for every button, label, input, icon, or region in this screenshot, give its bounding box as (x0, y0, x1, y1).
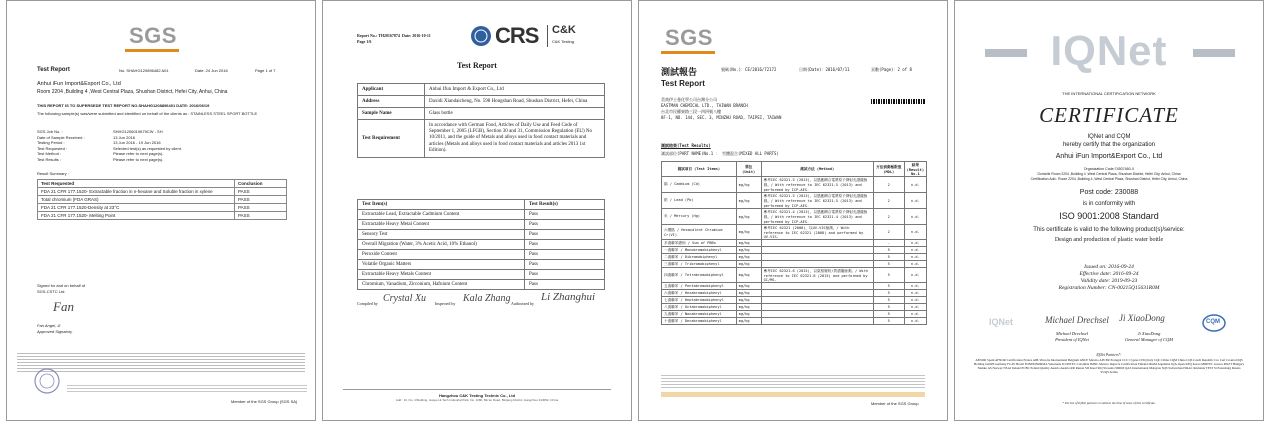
cqm-logo-text: CQM (1206, 319, 1220, 325)
table-row (662, 254, 927, 261)
footer-company: Hangzhou C&K Testing Technic Co., Ltd (438, 393, 516, 398)
cell-unit: mg/kg (736, 290, 761, 297)
header-item: 測試項目 (Test Items) (662, 162, 737, 177)
signatory-title: Approved Signatory (37, 329, 73, 334)
table-row (662, 304, 927, 311)
cell-unit: mg/kg (736, 318, 761, 325)
report-number: 號碼(No.)：CE/2016/72172 (721, 67, 777, 72)
table-row (662, 261, 927, 268)
barcode-icon (871, 99, 925, 104)
report-fields (37, 129, 297, 162)
field-value: 13 Jun 2016 (113, 134, 136, 140)
cell-result: n.d. (904, 247, 926, 254)
field-value: Please refer to next page(s). (113, 156, 164, 162)
field-label: Test Requested : (37, 145, 68, 151)
iqnet-logo: IQNet (1050, 27, 1168, 74)
product-scope: Design and production of plastic water bottle (1054, 237, 1164, 243)
cell-result: Pass (525, 240, 605, 250)
cell-mdl: 5 (873, 318, 904, 325)
field-label: SGS Job No. : (37, 129, 63, 134)
cell-mdl: 2 (873, 209, 904, 225)
result-summary-label: Result Summary : (37, 171, 69, 176)
cell-item: Peroxide Content (358, 250, 525, 260)
cell-result: PASS (235, 212, 287, 220)
cell-result: n.d. (904, 297, 926, 304)
certify-line-1: IQNet and CQM (1087, 134, 1131, 140)
partners-title: IQNet Partners*: (1096, 353, 1122, 357)
cell-item: 多溴聯苯總和 / Sum of PBBs (662, 240, 737, 247)
info-row (358, 96, 605, 108)
cell-unit: mg/kg (736, 177, 761, 193)
header-result: Test Result(s) (525, 200, 605, 210)
footer-address-lines (67, 383, 307, 393)
cell-method (761, 254, 873, 261)
cell-item: 七溴聯苯 / Heptabromobiphenyl (662, 297, 737, 304)
table-row (358, 230, 605, 240)
cell-item: Chromium, Vanadium, Zirconium, Hafnium Content (358, 280, 525, 290)
info-value: Daxidi Xiandaicheng, No. 598 Hongshan Road, Shushan District, Hefei, China (425, 96, 605, 108)
results-label: 測試結果(Test Results) (661, 143, 711, 148)
field-value: Selected test(s) as requested by client. (113, 145, 182, 151)
results-table (661, 161, 927, 325)
sgs-test-report-page (6, 0, 316, 421)
certify-line-2: hereby certify that the organization (1062, 142, 1156, 148)
cell-item: 四溴聯苯 / Tetrabromobiphenyl (662, 268, 737, 283)
validity-scope: This certificate is valid to the following product(s)/service: (1033, 227, 1185, 233)
sgs-logo-bar (125, 49, 179, 52)
sample-intro: The following sample(s) was/were submitted and identified on behalf of the clients as : STAINLESS STEEL SPORT BOTTLE (37, 111, 258, 116)
table-header-row (38, 180, 287, 188)
company: EASTMAN CHEMICAL LTD., TAIWAN BRANCH (661, 103, 748, 108)
manager-signature: Ji XiaoDong (1119, 313, 1165, 323)
compiled-by-label: Compiled by (357, 301, 378, 306)
cell-item: Volatile Organic Matters (358, 260, 525, 270)
cell-item: 六價鉻 / Hexavalent Chromium Cr(VI) (662, 225, 737, 240)
table-row (358, 210, 605, 220)
cell-unit: mg/kg (736, 225, 761, 240)
table-row (662, 297, 927, 304)
iqnet-certificate-page (954, 0, 1264, 421)
cell-item: 汞 / Mercury (Hg) (662, 209, 737, 225)
report-date: Date: 2016-10-11 (401, 33, 431, 38)
sgs-logo: SGS (665, 25, 713, 50)
president-title: President of IQNet (1055, 337, 1089, 342)
iqnet-small-logo: IQNet (989, 317, 1014, 327)
summary-table (37, 179, 287, 220)
cell-item: 二溴聯苯 / Dibromobiphenyl (662, 254, 737, 261)
results-table (357, 199, 605, 290)
table-row (358, 220, 605, 230)
cell-result: n.d. (904, 304, 926, 311)
cell-result: PASS (235, 204, 287, 212)
cell-unit: mg/kg (736, 247, 761, 254)
cell-result: Pass (525, 250, 605, 260)
partners-list: AENOR Spain AFNOR Certification France AIB-Vinçotte International Belgium ANCE Mexico APCER Portugal CCC Cyprus CISQ Italy CQC China CQM China CQS Czech Republic Cro Cert Croatia DQS Holding GmbH Germany FCAV Brazil FONDONORMA Venezuela ICONTEC Colombia IMNC Mexico Inspecta Certification Finland IRAM Argentina JQA Japan KFQ Korea MIRTEC Greece MSZT Hungary Nemko AS Norway NSAI Ireland PCBC Poland Quality Austria Austria RR Russia SII Israel SIQ Slovenia SIRIM QAS International Malaysia SQS Switzerland SRAC Romania TEST St Petersburg Russia YUQS Serbia (973, 358, 1245, 374)
report-title: Test Report (37, 67, 70, 73)
cell-method (761, 247, 873, 254)
signed-label: Signed for and on behalf of (37, 283, 86, 288)
cell-unit: mg/kg (736, 283, 761, 290)
footer-address-band (661, 392, 925, 397)
table-row (662, 311, 927, 318)
cell-method: 參考IEC 62321-6 (2015)，以氣相層析/質譜儀檢測。/ With reference to IEC 62321-6 (2015) and performed by GC/MS. (761, 268, 873, 283)
cell-mdl: 5 (873, 290, 904, 297)
cell-test: FDA 21 CFR 177.1520- Extractable fraction in n-hexane and Soluble fraction in xylene (38, 188, 235, 196)
organization-code: Organization Code:74507460-X (1083, 167, 1135, 171)
cell-result: n.d. (904, 254, 926, 261)
report-no-text: Report No.: TH20167874 (357, 33, 400, 38)
cell-item: Extractable Lead, Extractable Cadmium Content (358, 210, 525, 220)
president-signature: Michael Drechsel (1045, 315, 1109, 325)
table-row (358, 270, 605, 280)
cell-result: n.d. (904, 268, 926, 283)
compiled-signature: Crystal Xu (383, 293, 427, 304)
report-number: No. SHAHG120896482 A01 (119, 68, 169, 73)
field-value: Please refer to next page(s). (113, 151, 164, 156)
info-value: In accordance with German Food, Articles of Daily Use and Feed Code of September 1, 2005 (LFGB), Section 30 and 31, Commission Regulation (EU) No 10/2011, and the guide of Metals and alloys used in food contact materials and articles (Metals and alloys used in food contact materials and articles 2013 1st Edition). (425, 120, 605, 158)
table-row (662, 268, 927, 283)
crs-emblem-icon (470, 25, 492, 47)
cell-test: Total chromium (FDA GRAS) (38, 196, 235, 204)
field-label: Date of Sample Received : (37, 134, 85, 140)
inspected-by-label: Inspected by (435, 301, 456, 306)
field-value: 13 Jun 2016 - 19 Jun 2016 (113, 140, 161, 145)
cell-unit: mg/kg (736, 311, 761, 318)
cell-item: 鉛 / Lead (Pb) (662, 193, 737, 209)
cell-item: Sensory Test (358, 230, 525, 240)
footer-divider (343, 389, 611, 390)
sgs-taiwan-test-report-page (638, 0, 948, 421)
legal-fine-print (661, 373, 925, 389)
cell-result: n.d. (904, 240, 926, 247)
cell-mdl: 5 (873, 304, 904, 311)
organization-name: Anhui iFun Import&Export Co., Ltd (1055, 153, 1163, 160)
table-row (358, 250, 605, 260)
cell-method (761, 311, 873, 318)
cell-test: FDA 21 CFR 177.1520-Density at 23°C (38, 204, 235, 212)
table-row (662, 283, 927, 290)
manager-name: Ji XiaoDong (1137, 331, 1161, 336)
table-row (662, 193, 927, 209)
cell-result: Pass (525, 210, 605, 220)
cell-item: Extractable Heavy Metals Content (358, 270, 525, 280)
cell-mdl: 2 (873, 193, 904, 209)
logo-divider (547, 25, 548, 47)
cell-mdl: - (873, 240, 904, 247)
cell-item: 鎘 / Cadmium (Cd) (662, 177, 737, 193)
cell-method: 參考IEC 62321-5 (2013)，以感應耦合電漿原子發射光譜儀檢測。/ With reference to IEC 62321-5 (2013) and performed by ICP-AES. (761, 177, 873, 193)
table-row (38, 204, 287, 212)
field-label: Test Method : (37, 151, 62, 156)
table-row (662, 318, 927, 325)
cell-result: n.d. (904, 177, 926, 193)
client-address: Room 2204 ,Building 4 ,West Central Plaza, Shushan District, Hefei City, Anhui, China (37, 89, 228, 95)
cell-mdl: 5 (873, 297, 904, 304)
info-value: Anhui Ifun Import & Export Co., Ltd (425, 84, 605, 96)
seal-stamp-icon (33, 367, 61, 395)
inspected-signature: Kala Zhang (463, 293, 511, 304)
table-header-row (662, 162, 927, 177)
info-row (358, 108, 605, 120)
footer-member: Member of the SGS Group (SGS SA) (231, 399, 298, 404)
table-row (662, 247, 927, 254)
cell-item: 八溴聯苯 / Octabromobiphenyl (662, 304, 737, 311)
cell-item: 九溴聯苯 / Nonabromobiphenyl (662, 311, 737, 318)
cell-unit: mg/kg (736, 268, 761, 283)
info-row (358, 120, 605, 158)
registration-number: Registration Number: CN-00215Q15631R0M (1058, 285, 1160, 291)
header-result: 結果 (Result) No.1 (904, 162, 926, 177)
cell-result: n.d. (904, 209, 926, 225)
manager-title: General Manager of CQM (1124, 337, 1174, 342)
supersede-note: THIS REPORT IS TO SUPERSEDE TEST REPORT NO.SHAHG1208896401 DATE: 2016/06/19 (37, 103, 210, 108)
header-method: 測試方法 (Method) (761, 162, 873, 177)
cell-mdl: 2 (873, 225, 904, 240)
cell-method: 參考IEC 62321-4 (2013)，以感應耦合電漿原子發射光譜儀檢測。/ With reference to IEC 62321-4 (2013) and performed by ICP-AES. (761, 209, 873, 225)
table-row (38, 212, 287, 220)
cell-result: n.d. (904, 261, 926, 268)
part-label: 測試部位(PART NAME)No.1 ： 雪體混合(MIXED ALL PARTS) (661, 151, 779, 156)
crs-logo: CRS (495, 23, 539, 48)
cell-unit: mg/kg (736, 304, 761, 311)
cell-mdl: 5 (873, 311, 904, 318)
cell-method (761, 290, 873, 297)
cell-unit: mg/kg (736, 297, 761, 304)
report-page: 頁數(Page)：2 of 8 (871, 67, 912, 72)
ck-logo-subtitle: C&K Testing (552, 39, 574, 44)
signature: Fan (53, 299, 74, 314)
table-row (358, 280, 605, 290)
address-cn: 台北市民權東路三段一四四號八樓 (661, 109, 721, 114)
network-tagline: THE INTERNATIONAL CERTIFICATION NETWORK (1062, 91, 1156, 96)
cell-method: 參考IEC 62321 (2008)，以UV-VIS檢測。/ With reference to IEC 62321 (2008) and performed by UV-VIS. (761, 225, 873, 240)
cell-mdl: 5 (873, 261, 904, 268)
domicile-address: Domicile Room 2204 ,Building 4 ,West Central Plaza, Shushan District, Hefei City, Anhui, China (1037, 172, 1181, 176)
cell-mdl: 5 (873, 254, 904, 261)
applicant-table (357, 83, 605, 158)
info-label: Test Requirement (358, 120, 425, 158)
cell-result: Pass (525, 260, 605, 270)
field-value: SHHG1206019675CW - SH (113, 129, 163, 134)
sgs-logo: SGS (129, 23, 177, 48)
table-row (662, 209, 927, 225)
partners-note: * The list of IQNet partners is valid at the time of issue of this certificate. (1062, 401, 1156, 405)
cell-mdl: 5 (873, 283, 904, 290)
cell-result: n.d. (904, 318, 926, 325)
company-cn: 美商伊士曼化學公司台灣分公司 (661, 97, 717, 102)
cell-method (761, 304, 873, 311)
table-row (38, 196, 287, 204)
cell-method (761, 261, 873, 268)
info-value: Glass bottle (425, 108, 605, 120)
report-title-cn: 測試報告 (661, 67, 698, 77)
info-label: Sample Name (358, 108, 425, 120)
president-name: Michael Drechsel (1056, 331, 1088, 336)
header-mdl: 方法偵測極限值 (MDL) (873, 162, 904, 177)
header-item: Test Item(s) (358, 200, 525, 210)
signatory-name: Fan Angel, JI (37, 323, 61, 328)
cell-test: FDA 21 CFR 177.1520- Melting Point (38, 212, 235, 220)
cell-unit: mg/kg (736, 209, 761, 225)
signed-org: SGS-CSTC Ltd. (37, 289, 66, 294)
cell-item: 三溴聯苯 / Tribromobiphenyl (662, 261, 737, 268)
validity-date: Validity date: 2019-09-23 (1080, 278, 1138, 284)
cell-mdl: 5 (873, 268, 904, 283)
cell-result: n.d. (904, 193, 926, 209)
cell-method (761, 283, 873, 290)
info-row (358, 84, 605, 96)
report-title: Test Report (661, 79, 705, 88)
ck-logo: C&K (552, 24, 576, 36)
header-unit: 單位 (Unit) (736, 162, 761, 177)
sgs-logo-bar (661, 51, 715, 54)
cell-method: 參考IEC 62321-5 (2013)，以感應耦合電漿原子發射光譜儀檢測。/ With reference to IEC 62321-5 (2013) and performed by ICP-AES. (761, 193, 873, 209)
ck-test-report-page (322, 0, 632, 421)
cell-result: n.d. (904, 311, 926, 318)
table-row (662, 240, 927, 247)
report-number (357, 33, 431, 39)
cell-result: PASS (235, 196, 287, 204)
cell-unit: mg/kg (736, 193, 761, 209)
post-code: Post code: 230088 (1079, 189, 1139, 196)
effective-date: Effective date: 2016-09-24 (1079, 271, 1139, 277)
table-row (662, 290, 927, 297)
cell-result: PASS (235, 188, 287, 196)
table-row (358, 260, 605, 270)
iso-standard: ISO 9001:2008 Standard (1059, 211, 1159, 221)
header-conclusion: Conclusion (235, 180, 287, 188)
client-company: Anhui iFun Import&Export Co., Ltd (37, 81, 121, 87)
cell-method (761, 318, 873, 325)
certificate-heading: CERTIFICATE (1039, 103, 1179, 127)
authorized-by-label: Authorized by (511, 301, 534, 306)
conformity-text: is in conformity with (1082, 201, 1136, 207)
certificate-dates (955, 264, 1263, 292)
report-title: Test Report (457, 61, 497, 70)
cell-method (761, 240, 873, 247)
table-row (358, 240, 605, 250)
cell-mdl: 5 (873, 247, 904, 254)
report-date: 日期(Date)：2016/07/11 (799, 67, 850, 72)
cell-item: 一溴聯苯 / Monobromobiphenyl (662, 247, 737, 254)
field-label: Test Results : (37, 156, 62, 162)
table-header-row (358, 200, 605, 210)
cell-result: Pass (525, 270, 605, 280)
cell-unit: mg/kg (736, 261, 761, 268)
cell-result: Pass (525, 230, 605, 240)
cell-item: 五溴聯苯 / Pentabromobiphenyl (662, 283, 737, 290)
table-row (662, 225, 927, 240)
cell-unit: mg/kg (736, 254, 761, 261)
info-label: Applicant (358, 84, 425, 96)
cell-method (761, 297, 873, 304)
report-page: Page 1 of 7 (255, 68, 276, 73)
footer-member: Member of the SGS Group (871, 401, 919, 406)
authorized-signature: Li Zhanghui (541, 291, 596, 303)
header-test: Test Requested (38, 180, 235, 188)
cell-result: n.d. (904, 225, 926, 240)
info-label: Address (358, 96, 425, 108)
cell-item: Overall Migration (Water, 3% Acetic Acid, 10% Ethanol) (358, 240, 525, 250)
report-date: Date: 24 Jun 2016 (195, 68, 228, 73)
certification-address: Certification Add.: Room 2204 ,Building 4 ,West Central Plaza, Shushan District, Hefei City, Anhui, China (1030, 177, 1188, 181)
issued-date: Issued on: 2016-09-24 (1084, 264, 1134, 270)
cell-mdl: 2 (873, 177, 904, 193)
cell-item: Extractable Heavy Metal Content (358, 220, 525, 230)
field-label: Testing Period : (37, 140, 65, 145)
footer-address: Add : 1F, No. 4 Building, Huaye Hi-Tech Industrial Park, No. 1180, Bin'an Road, Binjiang District, Hangzhou 310052, China (395, 398, 559, 402)
cell-result: n.d. (904, 283, 926, 290)
address: 8F-1, NO. 144, SEC. 3, MINZHU ROAD, TAIPEI, TAIWAN (661, 115, 782, 120)
cell-result: Pass (525, 220, 605, 230)
table-row (38, 188, 287, 196)
report-page: Page 1/6 (357, 39, 372, 44)
cell-unit: mg/kg (736, 240, 761, 247)
field-row (37, 157, 297, 163)
table-row (662, 177, 927, 193)
cell-result: Pass (525, 280, 605, 290)
cell-item: 六溴聯苯 / Hexabromobiphenyl (662, 290, 737, 297)
cell-result: n.d. (904, 290, 926, 297)
cell-item: 十溴聯苯 / Decabromobiphenyl (662, 318, 737, 325)
